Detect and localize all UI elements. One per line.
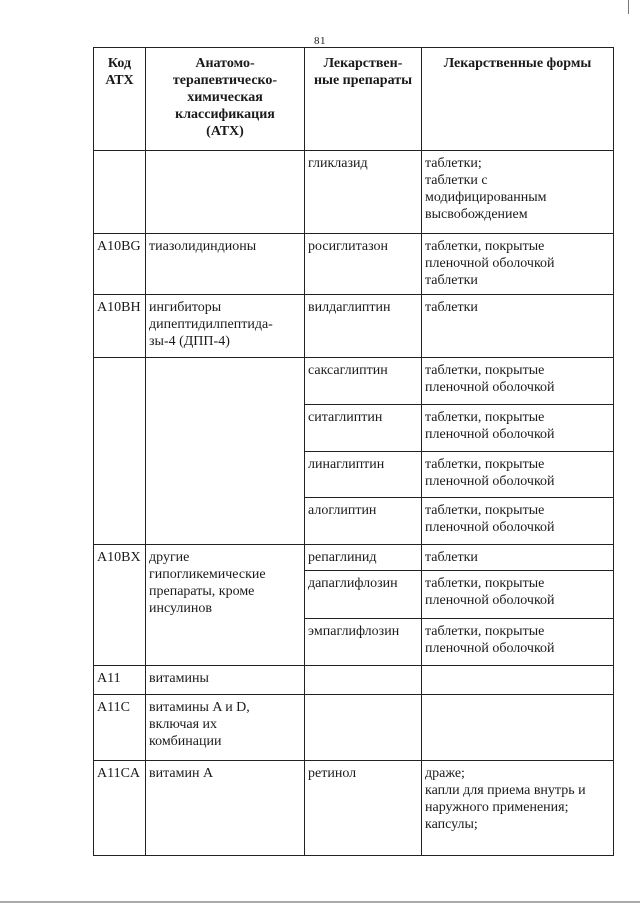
cell-drug: гликлазид <box>305 151 422 234</box>
cell-forms: таблетки <box>422 295 614 358</box>
table-row <box>94 695 614 761</box>
cell-drug: дапаглифлозин <box>305 571 422 619</box>
cell-code: A10BH <box>94 295 146 358</box>
cell-code: A10BG <box>94 234 146 295</box>
scan-edge-mark <box>628 0 629 14</box>
cell-drug: ситаглиптин <box>305 405 422 452</box>
cell-classification: ингибиторы дипептидилпептида- зы-4 (ДПП-4) <box>146 295 305 358</box>
cell-forms: таблетки, покрытые пленочной оболочкой <box>422 571 614 619</box>
cell-forms: таблетки, покрытые пленочной оболочкой <box>422 405 614 452</box>
cell-forms: таблетки, покрытые пленочной оболочкой <box>422 498 614 545</box>
cell-forms <box>422 695 614 761</box>
cell-drug: репаглинид <box>305 545 422 571</box>
header-forms: Лекарственные формы <box>422 48 614 151</box>
table-header-row <box>94 48 614 151</box>
table-row <box>94 545 614 571</box>
cell-forms: таблетки, покрытые пленочной оболочкой <box>422 619 614 666</box>
cell-classification: витамины <box>146 666 305 695</box>
table-row <box>94 234 614 295</box>
cell-forms <box>422 666 614 695</box>
header-code: Код АТХ <box>94 48 146 151</box>
cell-forms: таблетки, покрытые пленочной оболочкой <box>422 358 614 405</box>
cell-drug: саксаглиптин <box>305 358 422 405</box>
table-row <box>94 761 614 856</box>
cell-code-empty <box>94 358 146 545</box>
atx-drug-table <box>93 47 614 856</box>
page-number: 81 <box>314 35 326 47</box>
cell-code: A11CA <box>94 761 146 856</box>
cell-drug: ретинол <box>305 761 422 856</box>
cell-classification <box>146 151 305 234</box>
cell-classification: витамины A и D, включая их комбинации <box>146 695 305 761</box>
cell-forms: таблетки <box>422 545 614 571</box>
cell-classification-empty <box>146 358 305 545</box>
cell-drug: алоглиптин <box>305 498 422 545</box>
cell-drug: росиглитазон <box>305 234 422 295</box>
cell-code: A11 <box>94 666 146 695</box>
cell-forms: таблетки; таблетки с модифицированным высвобождением <box>422 151 614 234</box>
header-classification: Анатомо- терапевтическо- химическая классификация (АТХ) <box>146 48 305 151</box>
table-row <box>94 295 614 358</box>
cell-code: A11C <box>94 695 146 761</box>
cell-drug <box>305 666 422 695</box>
cell-code: A10BX <box>94 545 146 666</box>
header-drugs: Лекарствен- ные препараты <box>305 48 422 151</box>
cell-drug: вилдаглиптин <box>305 295 422 358</box>
cell-drug <box>305 695 422 761</box>
cell-forms: таблетки, покрытые пленочной оболочкой <box>422 452 614 498</box>
table-row <box>94 358 614 405</box>
cell-classification: витамин A <box>146 761 305 856</box>
cell-forms: таблетки, покрытые пленочной оболочкой таблетки <box>422 234 614 295</box>
scan-bottom-edge <box>0 901 640 903</box>
cell-drug: эмпаглифлозин <box>305 619 422 666</box>
cell-code <box>94 151 146 234</box>
cell-forms: драже; капли для приема внутрь и наружного применения; капсулы; <box>422 761 614 856</box>
cell-drug: линаглиптин <box>305 452 422 498</box>
table-row <box>94 666 614 695</box>
cell-classification: другие гипогликемические препараты, кроме инсулинов <box>146 545 305 666</box>
table-row <box>94 151 614 234</box>
cell-classification: тиазолидиндионы <box>146 234 305 295</box>
